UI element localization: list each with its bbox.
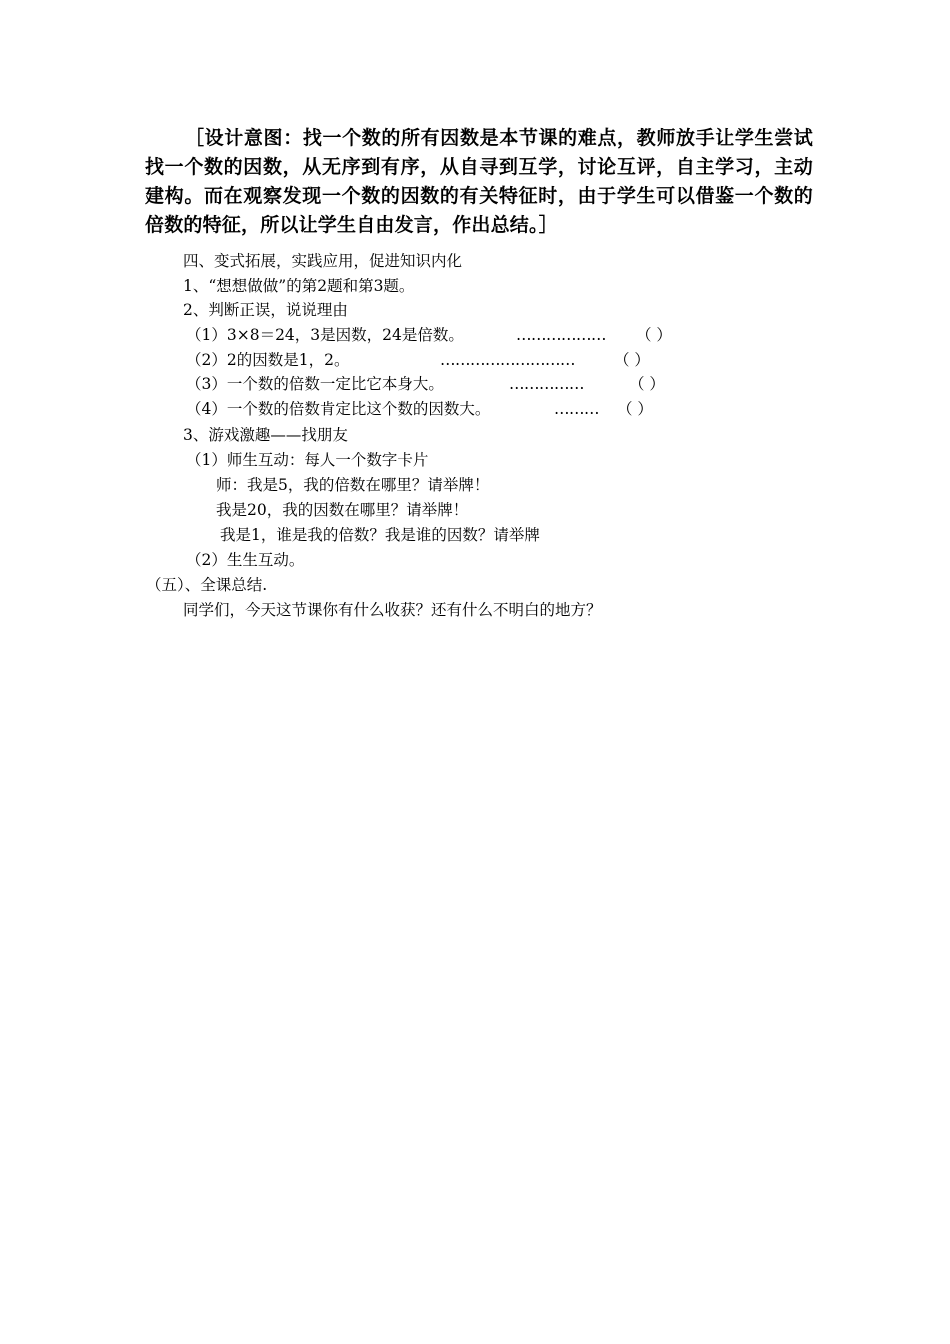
design-intent-paragraph: ［设计意图：找一个数的所有因数是本节课的难点，教师放手让学生尝试找一个数的因数，从无序到有序，从自寻到互学，讨论互评，自主学习，主动建构。而在观察发现一个数的因数的有关特征时，由于学生可以借鉴一个数的倍数的特征，所以让学生自由发言，作出总结。］ (145, 127, 813, 236)
question-4: （4）一个数的倍数肯定比这个数的因数大。 (186, 400, 491, 418)
section5-text: 同学们，今天这节课你有什么收获？还有什么不明白的地方？ (183, 601, 602, 619)
question-4-dots: ……… (554, 400, 599, 418)
question-4-answer-bracket: （ ） (617, 400, 653, 418)
section5-heading: （五）、全课总结. (146, 576, 268, 594)
question-1: （1）3×8＝24，3是因数，24是倍数。 (186, 326, 464, 344)
question-1-dots: ……………… (516, 326, 606, 344)
game-line-2: 我是20，我的因数在哪里？请举牌！ (216, 501, 469, 519)
item3-heading: 3、游戏激趣——找朋友 (183, 426, 348, 444)
item2-heading: 2、判断正误，说说理由 (183, 301, 348, 319)
item3-sub2: （2）生生互动。 (186, 551, 305, 569)
question-3-dots: …………… (509, 375, 584, 393)
item1-text: 1、“想想做做”的第2题和第3题。 (183, 277, 415, 295)
question-2-dots: ……………………… (440, 351, 575, 369)
question-1-answer-bracket: （ ） (636, 326, 672, 344)
item3-sub1: （1）师生互动：每人一个数字卡片 (186, 451, 429, 469)
game-line-1: 师：我是5，我的倍数在哪里？请举牌！ (216, 476, 490, 494)
question-2: （2）2的因数是1，2。 (186, 351, 350, 369)
question-3: （3）一个数的倍数一定比它本身大。 (186, 375, 444, 393)
question-2-answer-bracket: （ ） (614, 351, 650, 369)
question-3-answer-bracket: （ ） (629, 375, 665, 393)
game-line-3: 我是1，谁是我的倍数？我是谁的因数？请举牌 (220, 526, 540, 544)
section4-heading: 四、变式拓展，实践应用，促进知识内化 (183, 252, 463, 270)
